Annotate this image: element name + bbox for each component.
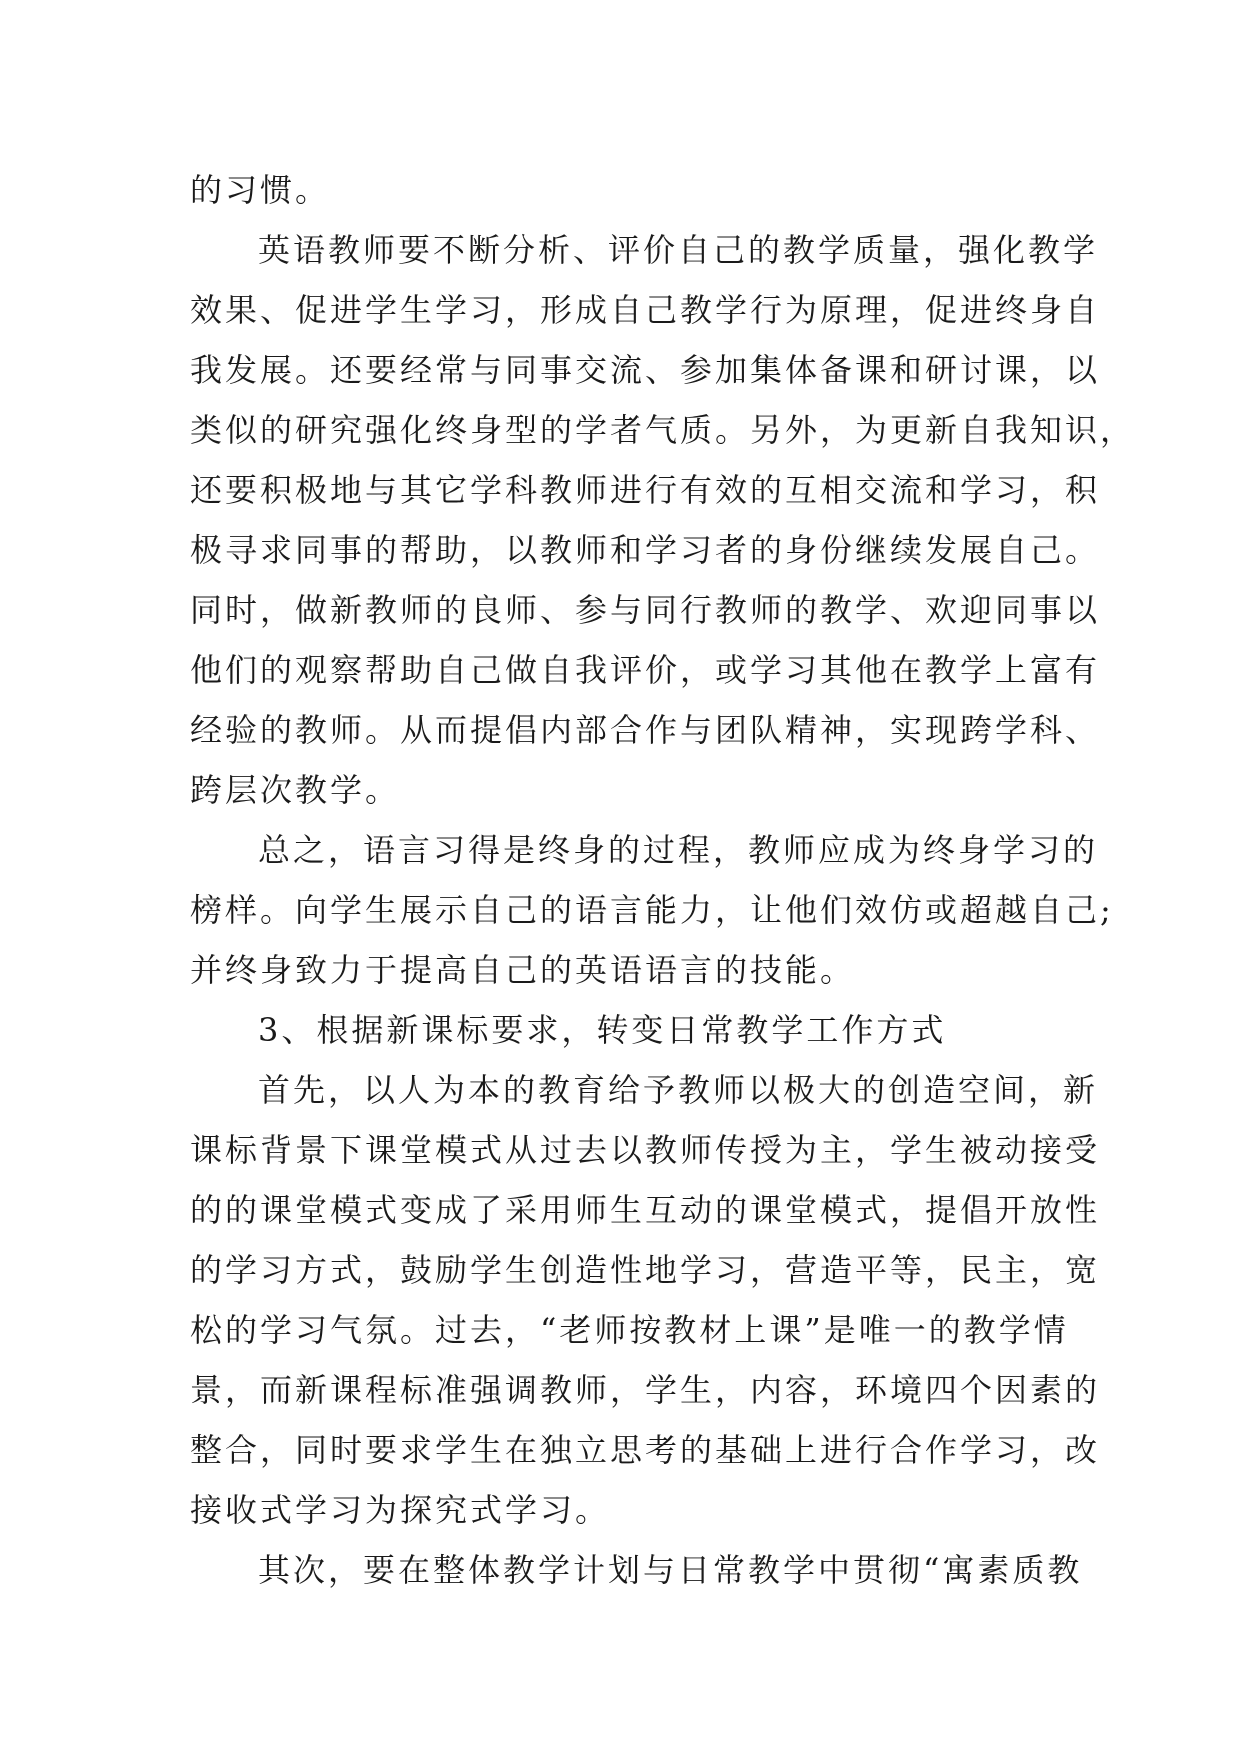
text-line: 接收式学习为探究式学习。 xyxy=(190,1491,611,1529)
text-line: 类似的研究强化终身型的学者气质。另外，为更新自我知识， xyxy=(190,411,1136,449)
text-line: 整合，同时要求学生在独立思考的基础上进行合作学习，改 xyxy=(190,1431,1101,1469)
section-heading: 3、根据新课标要求，转变日常教学工作方式 xyxy=(258,1011,947,1049)
body-text xyxy=(190,160,1136,1600)
text-line: 的学习方式，鼓励学生创造性地学习，营造平等，民主，宽 xyxy=(190,1251,1101,1289)
text-line: 其次，要在整体教学计划与日常教学中贯彻“寓素质教 xyxy=(258,1551,1083,1589)
text-line: 他们的观察帮助自己做自我评价，或学习其他在教学上富有 xyxy=(190,651,1101,689)
text-line: 松的学习气氛。过去，“老师按教材上课”是唯一的教学情 xyxy=(190,1311,1069,1349)
text-line: 景，而新课程标准强调教师，学生，内容，环境四个因素的 xyxy=(190,1371,1101,1409)
text-line: 极寻求同事的帮助，以教师和学习者的身份继续发展自己。 xyxy=(190,531,1101,569)
text-line: 跨层次教学。 xyxy=(190,771,401,809)
text-line: 同时，做新教师的良师、参与同行教师的教学、欢迎同事以 xyxy=(190,591,1101,629)
text-line: 经验的教师。从而提倡内部合作与团队精神，实现跨学科、 xyxy=(190,711,1101,749)
text-line: 总之，语言习得是终身的过程，教师应成为终身学习的 xyxy=(258,831,1099,869)
text-line: 效果、促进学生学习，形成自己教学行为原理，促进终身自 xyxy=(190,291,1101,329)
text-line: 我发展。还要经常与同事交流、参加集体备课和研讨课，以 xyxy=(190,351,1101,389)
text-line: 首先，以人为本的教育给予教师以极大的创造空间，新 xyxy=(258,1071,1099,1109)
text-line: 的的课堂模式变成了采用师生互动的课堂模式，提倡开放性 xyxy=(190,1191,1101,1229)
text-line: 英语教师要不断分析、评价自己的教学质量，强化教学 xyxy=(258,231,1099,269)
text-line: 的习惯。 xyxy=(190,171,331,209)
text-line: 并终身致力于提高自己的英语语言的技能。 xyxy=(190,951,856,989)
text-line: 榜样。向学生展示自己的语言能力，让他们效仿或超越自己; xyxy=(190,891,1114,929)
text-line: 课标背景下课堂模式从过去以教师传授为主，学生被动接受 xyxy=(190,1131,1101,1169)
text-line: 还要积极地与其它学科教师进行有效的互相交流和学习，积 xyxy=(190,471,1101,509)
